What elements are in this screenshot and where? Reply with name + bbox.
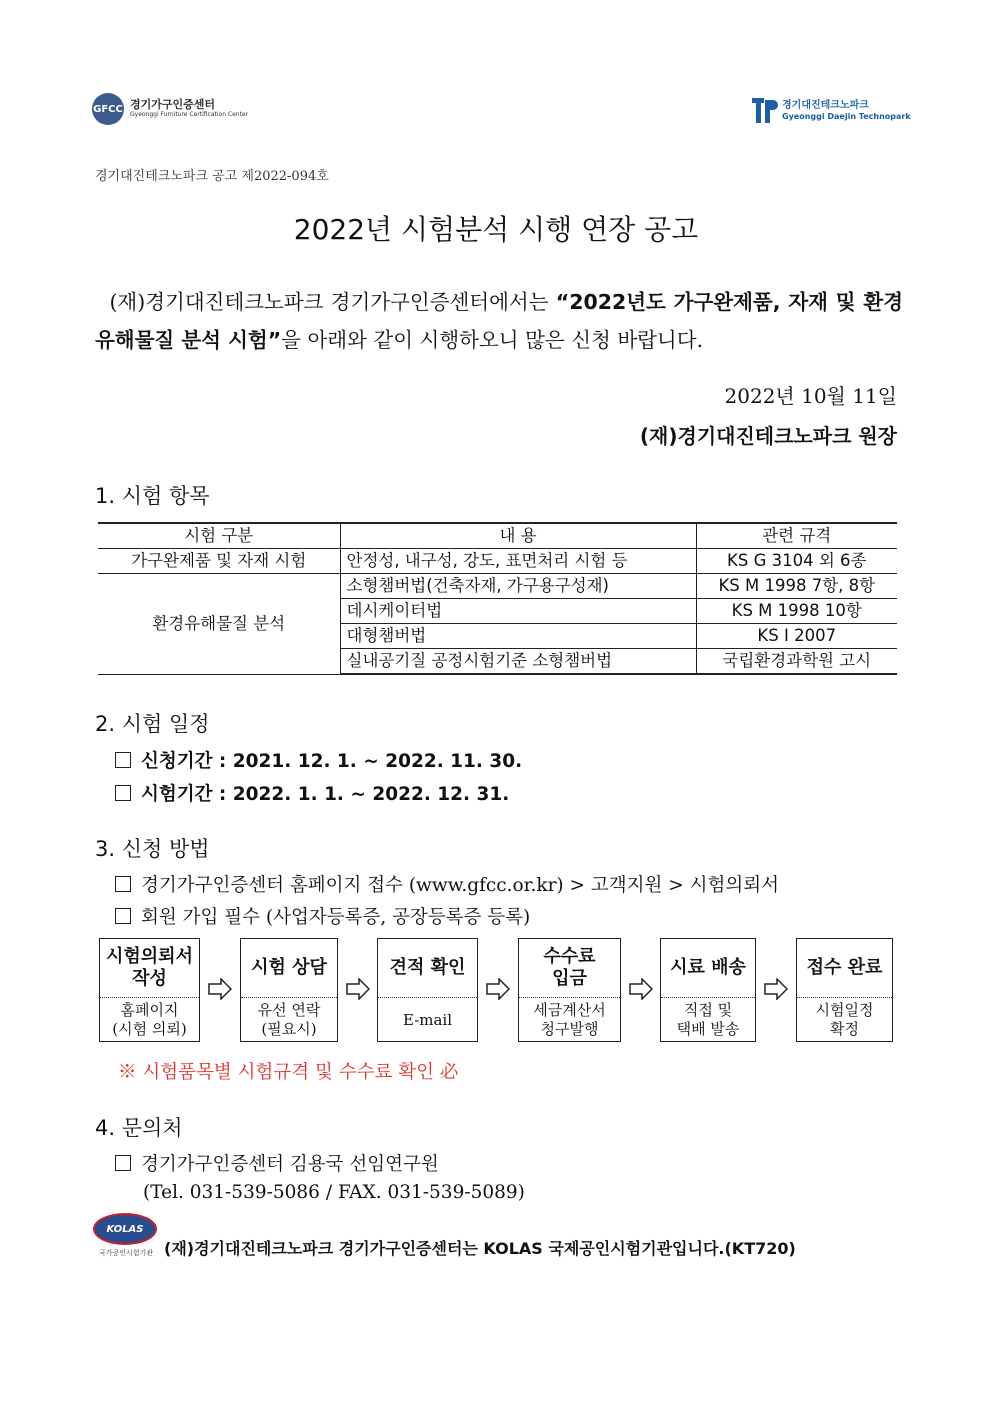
kolas-statement: (재)경기대진테크노파크 경기가구인증센터는 KOLAS 국제공인시험기관입니다.(KT720) xyxy=(164,1239,796,1258)
section-heading-method: 3. 신청 방법 xyxy=(95,837,210,861)
table-cell-content: 안정성, 내구성, 강도, 표면처리 시험 등 xyxy=(340,549,696,574)
technopark-logo-icon xyxy=(752,98,778,124)
method-line xyxy=(115,903,530,929)
gfcc-logo-kr: 경기가구인증센터 xyxy=(130,98,216,111)
intro-part1: (재)경기대진테크노파크 경기가구인증센터에서는 xyxy=(109,290,556,314)
arrow-right-icon xyxy=(764,978,788,1000)
gfcc-logo-en: Gyeonggi Furniture Certification Center xyxy=(130,111,249,118)
flow-step-desc: 직접 및 택배 발송 xyxy=(676,1001,740,1038)
method-line xyxy=(115,871,779,897)
kolas-logo-caption: 국가공인시험기관 xyxy=(98,1249,154,1257)
contact-person xyxy=(115,1150,439,1176)
arrow-right-icon xyxy=(486,978,510,1000)
table-cell-standard: KS G 3104 외 6종 xyxy=(696,549,897,574)
table-header: 내 용 xyxy=(340,523,696,549)
flow-step-title: 접수 완료 xyxy=(797,939,892,998)
table-cell-content: 데시케이터법 xyxy=(340,599,696,624)
method-line1-text: 경기가구인증센터 홈페이지 접수 (www.gfcc.or.kr) > 고객지원 > 시험의뢰서 xyxy=(141,875,780,896)
flow-step xyxy=(796,938,893,1042)
table-cell-standard: KS M 1998 7항, 8항 xyxy=(696,574,897,599)
flow-step xyxy=(240,938,338,1042)
table-cell-category: 환경유해물질 분석 xyxy=(98,574,340,675)
intro-paragraph xyxy=(95,283,903,359)
flow-step-desc: 시험일정 확정 xyxy=(815,1001,874,1038)
gfcc-logo-mark: GFCC xyxy=(92,93,124,125)
contact-phone: (Tel. 031-539-5086 / FAX. 031-539-5089) xyxy=(143,1182,525,1203)
flow-step-title: 시료 배송 xyxy=(661,939,755,998)
checkbox-icon xyxy=(115,785,131,801)
table-cell-content: 소형챔버법(건축자재, 가구용구성재) xyxy=(340,574,696,599)
flow-step-desc: 세금계산서 청구발행 xyxy=(533,1001,606,1038)
flow-step xyxy=(99,938,200,1042)
checkbox-icon xyxy=(115,752,131,768)
checkbox-icon xyxy=(115,1155,131,1171)
table-header: 시험 구분 xyxy=(98,523,340,549)
flow-step xyxy=(660,938,756,1042)
technopark-logo-en: Gyeonggi Daejin Technopark xyxy=(782,112,911,121)
table-cell-standard: KS M 1998 10항 xyxy=(696,599,897,624)
arrow-right-icon xyxy=(208,978,232,1000)
section-heading-test-items: 1. 시험 항목 xyxy=(95,484,210,508)
checkbox-icon xyxy=(115,908,131,924)
intro-part2: 을 아래와 같이 시행하오니 많은 신청 바랍니다. xyxy=(281,328,704,352)
table-header: 관련 규격 xyxy=(696,523,897,549)
flow-step-title: 시험 상담 xyxy=(241,939,337,998)
kolas-logo-mark: KOLAS xyxy=(93,1213,157,1245)
contact-person-text: 경기가구인증센터 김용국 선임연구원 xyxy=(141,1154,439,1175)
arrow-right-icon xyxy=(346,978,370,1000)
schedule-test-text: 시험기간 : 2022. 1. 1. ~ 2022. 12. 31. xyxy=(141,784,510,805)
schedule-apply-text: 신청기간 : 2021. 12. 1. ~ 2022. 11. 30. xyxy=(141,751,523,772)
flow-step xyxy=(377,938,478,1042)
section-heading-contact: 4. 문의처 xyxy=(95,1116,183,1140)
flow-step-desc: 유선 연락 (필요시) xyxy=(257,1001,321,1038)
notice-date: 2022년 10월 11일 xyxy=(724,384,897,408)
table-row xyxy=(98,574,897,599)
checkbox-icon xyxy=(115,876,131,892)
flow-step xyxy=(518,938,621,1042)
intro-bold: “2022년도 가구완제품, 자재 및 환경유해물질 분석 시험” xyxy=(95,290,903,352)
flow-step-title: 견적 확인 xyxy=(378,939,477,998)
notice-number: 경기대진테크노파크 공고 제2022-094호 xyxy=(95,169,329,184)
arrow-right-icon xyxy=(629,978,653,1000)
technopark-logo xyxy=(752,98,911,124)
page-title: 2022년 시험분석 시행 연장 공고 xyxy=(293,213,699,246)
table-cell-content: 실내공기질 공정시험기준 소형챔버법 xyxy=(340,649,696,675)
table-cell-content: 대형챔버법 xyxy=(340,624,696,649)
flow-step-title: 시험의뢰서 작성 xyxy=(100,939,199,998)
gfcc-logo xyxy=(92,92,248,126)
table-cell-category: 가구완제품 및 자재 시험 xyxy=(98,549,340,574)
flow-step-desc: E-mail xyxy=(402,1010,453,1029)
flow-step-desc: 홈페이지 (시험 의뢰) xyxy=(112,1001,187,1038)
table-header-row xyxy=(98,523,897,549)
signer: (재)경기대진테크노파크 원장 xyxy=(639,424,897,448)
schedule-apply xyxy=(115,747,522,773)
table-cell-standard: 국립환경과학원 고시 xyxy=(696,649,897,675)
method-line2-text: 회원 가입 필수 (사업자등록증, 공장등록증 등록) xyxy=(141,907,531,928)
test-items-table xyxy=(98,522,897,675)
kolas-logo xyxy=(93,1213,159,1258)
flow-step-title: 수수료 입금 xyxy=(519,939,620,998)
warning-note: ※ 시험품목별 시험규격 및 수수료 확인 必 xyxy=(118,1062,459,1083)
schedule-test xyxy=(115,780,509,806)
technopark-logo-kr: 경기대진테크노파크 xyxy=(782,100,869,111)
table-cell-standard: KS I 2007 xyxy=(696,624,897,649)
section-heading-schedule: 2. 시험 일정 xyxy=(95,712,210,736)
table-row xyxy=(98,549,897,574)
